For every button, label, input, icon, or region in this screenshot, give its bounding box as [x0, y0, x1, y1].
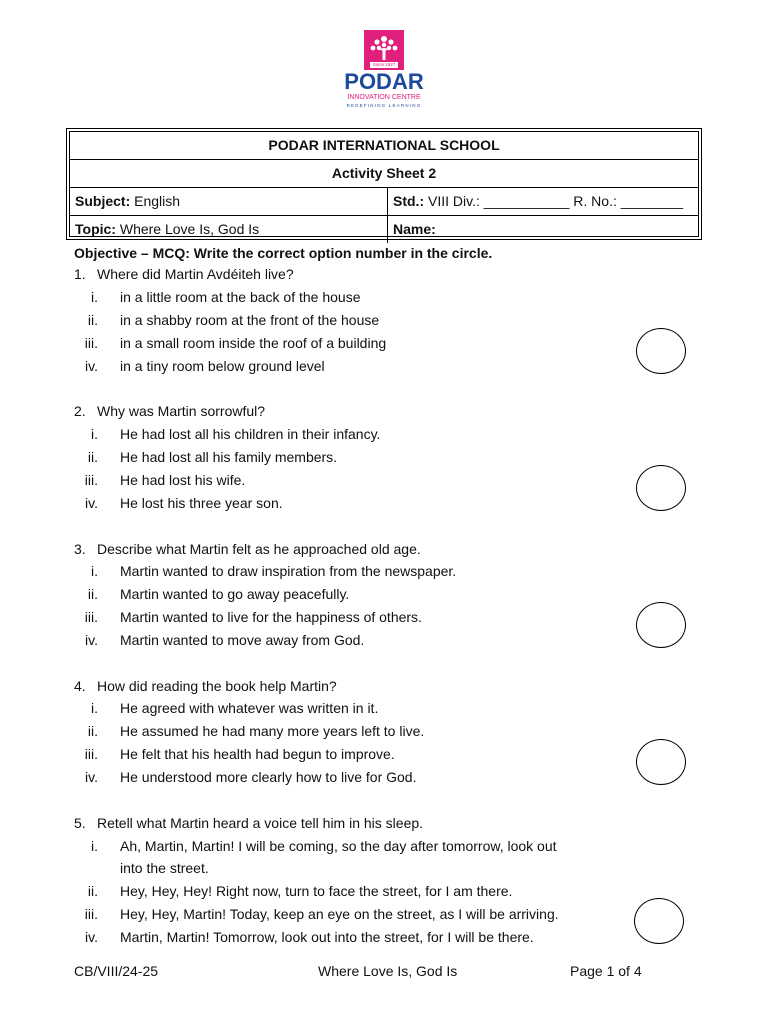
q5-answer-circle[interactable]: [634, 898, 684, 944]
q4-option-3-text: He felt that his health had begun to improve.: [120, 746, 395, 762]
q4-option-3-number: iii.: [84, 746, 98, 762]
q1-option-3-text: in a small room inside the roof of a building: [120, 335, 387, 351]
name-label: Name:: [393, 221, 436, 237]
header-table: [66, 128, 702, 240]
footer-title: Where Love Is, God Is: [318, 963, 458, 979]
q1-number: 1.: [74, 266, 86, 282]
q5-option-1-number: i.: [91, 838, 98, 854]
q3-option-3-text: Martin wanted to live for the happiness of others.: [120, 609, 422, 625]
q2-option-4-number: iv.: [85, 495, 98, 511]
q4-number: 4.: [74, 678, 86, 694]
std-value: VIII Div.: ___________ R. No.: ________: [424, 193, 684, 209]
q5-option-3-text: Hey, Hey, Martin! Today, keep an eye on the street, as I will be arriving.: [120, 906, 559, 922]
q5-option-2-text: Hey, Hey, Hey! Right now, turn to face the street, for I am there.: [120, 883, 513, 899]
q3-answer-circle[interactable]: [636, 602, 686, 648]
q5-number: 5.: [74, 815, 86, 831]
q4-option-2-text: He assumed he had many more years left to live.: [120, 723, 425, 739]
q4-text: How did reading the book help Martin?: [97, 678, 337, 694]
std-label: Std.:: [393, 193, 425, 209]
sheet-row: [70, 160, 698, 188]
logo-badge-text: Since 1927: [372, 62, 396, 67]
activity-sheet-title: Activity Sheet 2: [331, 165, 437, 181]
q2-option-3-number: iii.: [84, 472, 98, 488]
q3-number: 3.: [74, 541, 86, 557]
q1-option-4-text: in a tiny room below ground level: [120, 358, 325, 374]
q4-option-2-number: ii.: [87, 723, 98, 739]
q2-option-2-number: ii.: [87, 449, 98, 465]
objective-instruction: Objective – MCQ: Write the correct option number in the circle.: [74, 245, 493, 261]
std-cell: [388, 188, 698, 215]
q3-text: Describe what Martin felt as he approached old age.: [97, 541, 421, 557]
q1-answer-circle[interactable]: [636, 328, 686, 374]
logo-tagline: REDEFINING LEARNING: [346, 103, 422, 108]
footer-code: CB/VIII/24-25: [74, 963, 159, 979]
name-value: _________________________________: [435, 221, 697, 237]
q2-option-1-text: He had lost all his children in their infancy.: [120, 426, 381, 442]
logo-name: PODAR: [344, 69, 424, 94]
q4-option-4-text: He understood more clearly how to live for God.: [120, 769, 417, 785]
subject-row: [70, 188, 698, 216]
q4-option-1-number: i.: [91, 700, 98, 716]
q1-text: Where did Martin Avdéiteh live?: [97, 266, 294, 282]
q5-option-4-text: Martin, Martin! Tomorrow, look out into the street, for I will be there.: [120, 929, 534, 945]
q4-answer-circle[interactable]: [636, 739, 686, 785]
q3-option-2-number: ii.: [87, 586, 98, 602]
q3-option-4-text: Martin wanted to move away from God.: [120, 632, 365, 648]
q2-answer-circle[interactable]: [636, 465, 686, 511]
q4-option-1-text: He agreed with whatever was written in it.: [120, 700, 379, 716]
q5-option-2-number: ii.: [87, 883, 98, 899]
subject-cell: [70, 188, 388, 215]
podar-logo: [332, 30, 436, 112]
q3-option-2-text: Martin wanted to go away peacefully.: [120, 586, 350, 602]
q3-option-1-number: i.: [91, 563, 98, 579]
q3-option-1-text: Martin wanted to draw inspiration from the newspaper.: [120, 563, 457, 579]
q2-number: 2.: [74, 403, 86, 419]
name-cell: [388, 216, 698, 243]
q5-option-1-text: Ah, Martin, Martin! I will be coming, so the day after tomorrow, look out: [120, 838, 557, 854]
topic-label: Topic:: [75, 221, 116, 237]
q1-option-2-text: in a shabby room at the front of the house: [120, 312, 380, 328]
q3-option-3-number: iii.: [84, 609, 98, 625]
q2-text: Why was Martin sorrowful?: [97, 403, 266, 419]
q3-option-4-number: iv.: [85, 632, 98, 648]
q1-option-1-number: i.: [91, 289, 98, 305]
q5-option-3-number: iii.: [84, 906, 98, 922]
footer-page-number: Page 1 of 4: [570, 963, 642, 979]
q2-option-4-text: He lost his three year son.: [120, 495, 283, 511]
school-name: PODAR INTERNATIONAL SCHOOL: [268, 137, 500, 153]
q5-option-4-number: iv.: [85, 929, 98, 945]
q1-option-2-number: ii.: [87, 312, 98, 328]
topic-cell: [70, 216, 388, 243]
q5-text: Retell what Martin heard a voice tell him in his sleep.: [97, 815, 424, 831]
topic-row: [70, 216, 698, 243]
tree-emblem-icon: [364, 30, 404, 70]
q1-option-1-text: in a little room at the back of the house: [120, 289, 361, 305]
q2-option-3-text: He had lost his wife.: [120, 472, 246, 488]
q2-option-1-number: i.: [91, 426, 98, 442]
q5-option-1-text-cont: into the street.: [120, 860, 209, 876]
subject-label: Subject:: [75, 193, 131, 209]
subject-value: English: [130, 193, 181, 209]
q1-option-4-number: iv.: [85, 358, 98, 374]
q4-option-4-number: iv.: [85, 769, 98, 785]
q1-option-3-number: iii.: [84, 335, 98, 351]
q2-option-2-text: He had lost all his family members.: [120, 449, 338, 465]
logo-subtitle: INNOVATION CENTRE: [347, 94, 421, 101]
school-row: [70, 132, 698, 160]
topic-value: Where Love Is, God Is: [115, 221, 260, 237]
